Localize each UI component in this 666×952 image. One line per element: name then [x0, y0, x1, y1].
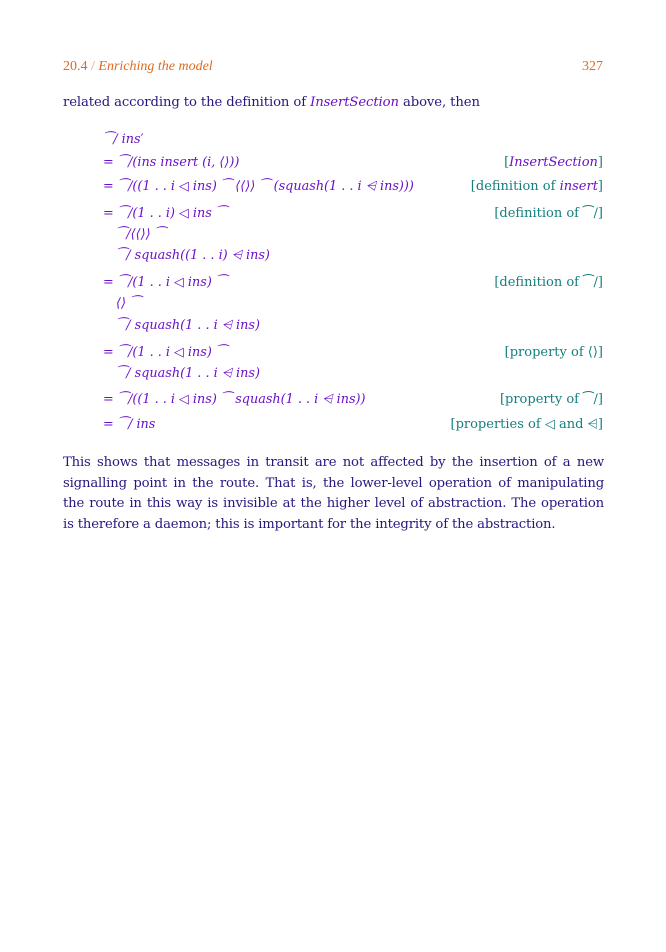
derivation-line: ⁀/ squash(1 . . i ⩤ ins): [116, 318, 260, 333]
justification: [definition of ⁀/]: [494, 206, 603, 221]
intro-sentence: [63, 95, 480, 110]
justification: [property of ⟨⟩]: [504, 345, 603, 360]
conclusion-paragraph: [63, 453, 604, 535]
derivation-line: = ⁀/(1 . . i ◁ ins) ⁀: [103, 345, 227, 360]
derivation-line: = ⁀/(ins insert (i, ⟨⟩)): [103, 155, 240, 170]
derivation-line: = ⁀/((1 . . i ◁ ins) ⁀ squash(1 . . i ⩤ ins)): [103, 392, 366, 407]
paragraph-line: This shows that messages in transit are not affected by the insertion of a new: [63, 455, 604, 470]
section-number: 20.4: [63, 59, 88, 74]
derivation-line: ⁀/ squash(1 . . i ⩤ ins): [116, 366, 260, 381]
derivation-line: ⟨⟩ ⁀: [116, 296, 141, 311]
paragraph-line: the route in this way is invisible at the higher level of abstraction. The operation: [63, 496, 604, 511]
page-number: 327: [582, 59, 603, 74]
justification: [definition of ⁀/]: [494, 275, 603, 290]
justification: [properties of ◁ and ⩤]: [450, 417, 603, 432]
justification: [property of ⁀/]: [499, 392, 603, 407]
justification-text: ]: [597, 179, 603, 194]
intro-before: related according to the definition of: [63, 95, 311, 110]
derivation-line: = ⁀/ ins: [103, 417, 156, 432]
section-title: Enriching the model: [98, 59, 213, 74]
justification-emph: InsertSection: [509, 155, 598, 170]
header-separator: /: [91, 59, 95, 74]
intro-schema-name: InsertSection: [310, 95, 399, 110]
derivation-line: = ⁀/(1 . . i ◁ ins) ⁀: [103, 275, 227, 290]
justification-text: [: [504, 155, 510, 170]
derivation-line: ⁀/⟨⟨⟩⟩ ⁀: [116, 227, 165, 242]
justification-text: [definition of: [470, 179, 560, 194]
justification-text: ]: [597, 155, 603, 170]
derivation-line: = ⁀/((1 . . i ◁ ins) ⁀ ⟨⟨⟩⟩ ⁀ (squash(1 . . i ⩤ ins))): [103, 179, 414, 194]
derivation-line: ⁀/ squash((1 . . i) ⩤ ins): [116, 248, 270, 263]
justification-emph: insert: [559, 179, 598, 194]
derivation-line: ⁀/ ins′: [103, 132, 144, 147]
justification: [504, 155, 603, 170]
paragraph-line: signalling point in the route. That is, the lower-level operation of manipulating: [63, 475, 604, 491]
justification: [471, 179, 603, 194]
intro-after: above, then: [398, 95, 480, 110]
paragraph-line: is therefore a daemon; this is important for the integrity of the abstraction.: [63, 516, 556, 532]
running-header: [63, 59, 213, 75]
derivation-line: = ⁀/(1 . . i) ◁ ins ⁀: [103, 206, 227, 221]
